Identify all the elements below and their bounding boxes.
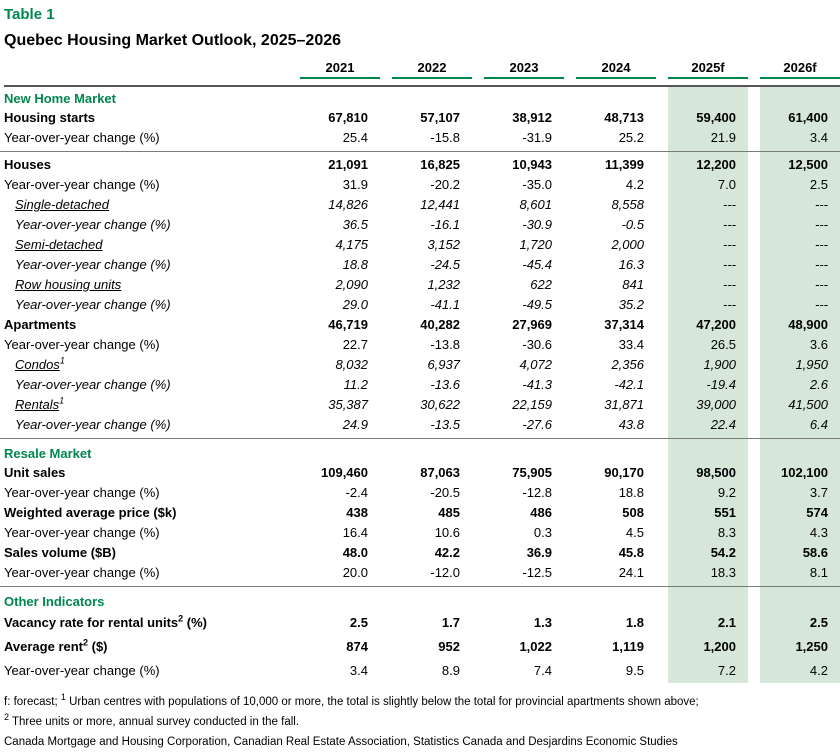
cell-value: 1,720 [519,237,552,252]
row-label [0,128,288,148]
cell-value: 25.4 [342,130,368,145]
column-header-row [4,59,840,81]
footnote-text: Urban centres with populations of 10,000 or more, the total is slightly below the total for provincial apartments shown above; [65,696,699,708]
cell-value: 21,091 [328,157,368,172]
cell-value: 1,119 [612,639,644,654]
table-row [0,108,840,128]
cell-value: 2,000 [611,237,644,252]
cell-value: 18.8 [342,257,368,272]
cell-value: 35.2 [618,297,644,312]
footnote-text: f: forecast; [4,696,61,708]
cell-value: --- [723,217,736,232]
table-header [0,0,840,87]
table-row [0,503,840,523]
cell-value: 12,441 [420,197,460,212]
cell-value: --- [723,237,736,252]
row-label [0,355,288,375]
cell-value: -49.5 [522,297,552,312]
footnote-reference: 1 [59,355,65,366]
cell-value: 11.2 [343,377,368,392]
cell-value: 98,500 [696,465,736,480]
cell-value: 841 [622,277,644,292]
cell-value: 46,719 [328,317,368,332]
cell-value: 18.3 [710,565,736,580]
cell-value: 24.1 [618,565,644,580]
footnote-line [4,712,840,732]
row-label-text: Condos [15,357,60,372]
row-label-text: Semi-detached [15,237,103,252]
row-label-text: Apartments [4,317,77,332]
table-row [0,215,840,235]
column-header-label: 2025f [668,59,748,79]
cell-value: 42.2 [434,545,460,560]
table-row [0,543,840,563]
row-label [0,415,288,435]
cell-value: 2.6 [809,377,828,392]
cell-value: 22.4 [710,417,736,432]
cell-value: 47,200 [696,317,736,332]
row-label-text: Year-over-year change (%) [4,337,160,352]
cell-value: 1,022 [519,639,552,654]
cell-value: -15.8 [430,130,460,145]
row-label-text: Housing starts [4,110,96,125]
cell-value: --- [815,277,828,292]
cell-value: 2.5 [349,615,368,630]
column-header-2024 [564,59,656,81]
cell-value: 8.3 [717,525,736,540]
cell-value: 8.1 [809,565,828,580]
row-label-text: Sales volume ($B) [4,545,116,560]
cell-value: 29.0 [342,297,368,312]
row-label-text: Year-over-year change (%) [4,663,160,678]
cell-value: -41.1 [430,297,460,312]
cell-value: 3.4 [349,663,368,678]
cell-value: 27,969 [512,317,552,332]
cell-value: 39,000 [696,397,736,412]
row-label [0,563,288,583]
cell-value: 33.4 [618,337,644,352]
cell-value: 4.5 [625,525,644,540]
footnote-marker: 2 [4,712,10,723]
cell-value: 40,282 [420,317,460,332]
row-label [0,611,288,635]
table-row [0,375,840,395]
table-row [0,335,840,355]
row-label [0,315,288,335]
cell-value: 1.7 [441,615,460,630]
cell-value: --- [815,237,828,252]
row-label-text: Year-over-year change (%) [4,130,160,145]
column-header-2021 [288,59,380,81]
column-header-label: 2021 [300,59,380,79]
cell-value: 4,175 [335,237,368,252]
column-header-2023 [472,59,564,81]
table-row [0,611,840,635]
row-label [0,463,288,483]
table-row [0,395,840,415]
cell-value: 3.7 [809,485,828,500]
cell-value: 486 [530,505,552,520]
cell-value: -30.9 [522,217,552,232]
row-label-suffix: (%) [183,615,207,630]
table-row [0,255,840,275]
row-label-text: Year-over-year change (%) [4,525,160,540]
table-row [0,483,840,503]
footnote-text: Canada Mortgage and Housing Corporation, Canadian Real Estate Association, Statistics Canada and Desjardins Economic Studies [4,736,678,748]
cell-value: 30,622 [420,397,460,412]
row-label [0,543,288,563]
table-row [0,155,840,175]
cell-value: 10.6 [434,525,460,540]
cell-value: 16.4 [342,525,368,540]
cell-value: 48,900 [788,317,828,332]
cell-value: 952 [438,639,460,654]
cell-value: 2.5 [809,615,828,630]
row-label [0,255,288,275]
column-header-label: 2024 [576,59,656,79]
table-row [0,355,840,375]
row-label [0,155,288,175]
cell-value: -12.5 [522,565,552,580]
row-label [0,295,288,315]
table-number-label: Table 1 [4,6,55,23]
row-label [0,215,288,235]
section-divider [0,151,840,152]
cell-value: 622 [530,277,552,292]
cell-value: 1,900 [703,357,736,372]
cell-value: 59,400 [696,110,736,125]
footnote-marker: 1 [60,692,66,703]
row-label [0,395,288,415]
cell-value: --- [723,297,736,312]
row-label-text: Year-over-year change (%) [15,377,171,392]
cell-value: 48,713 [604,110,644,125]
table-row [0,523,840,543]
cell-value: 2,356 [611,357,644,372]
footnotes [0,692,840,752]
table-row [0,295,840,315]
cell-value: 25.2 [618,130,644,145]
cell-value: 1,950 [795,357,828,372]
cell-value: 43.8 [618,417,644,432]
cell-value: 90,170 [604,465,644,480]
row-label-text: Houses [4,157,51,172]
cell-value: 2.5 [809,177,828,192]
table-row [0,315,840,335]
row-label [0,635,288,659]
cell-value: 61,400 [788,110,828,125]
row-label-text: Unit sales [4,465,66,480]
cell-value: -24.5 [430,257,460,272]
cell-value: -13.8 [430,337,460,352]
cell-value: 8,032 [335,357,368,372]
cell-value: 3.6 [809,337,828,352]
cell-value: 9.5 [625,663,644,678]
column-header-label: 2022 [392,59,472,79]
cell-value: 26.5 [710,337,736,352]
cell-value: -13.6 [430,377,460,392]
cell-value: 22.7 [342,337,368,352]
cell-value: -0.5 [621,217,644,232]
section-header: Resale Market [4,446,92,461]
row-label-text: Row housing units [15,277,122,292]
column-header-label: 2023 [484,59,564,79]
cell-value: 1.8 [625,615,644,630]
section-divider [0,438,840,439]
cell-value: -12.8 [522,485,552,500]
cell-value: -45.4 [522,257,552,272]
cell-value: --- [723,257,736,272]
row-label-text: Vacancy rate for rental units [4,615,179,630]
cell-value: -27.6 [522,417,552,432]
cell-value: -41.3 [522,377,552,392]
cell-value: 3.4 [809,130,828,145]
cell-value: 41,500 [788,397,828,412]
section-header: New Home Market [4,91,116,106]
row-label-text: Year-over-year change (%) [15,297,171,312]
cell-value: --- [723,277,736,292]
cell-value: 38,912 [512,110,552,125]
cell-value: -16.1 [430,217,460,232]
row-label-text: Weighted average price ($k) [4,505,177,520]
cell-value: 1.3 [533,615,552,630]
cell-value: 11,399 [604,157,644,172]
cell-value: 12,200 [696,157,736,172]
cell-value: 54.2 [710,545,736,560]
row-label [0,659,288,683]
cell-value: 9.2 [717,485,736,500]
cell-value: 7.2 [717,663,736,678]
cell-value: 8,558 [611,197,644,212]
cell-value: 574 [806,505,828,520]
cell-value: -19.4 [706,377,736,392]
table-row [0,463,840,483]
cell-value: 45.8 [618,545,644,560]
cell-value: 16.3 [618,257,644,272]
cell-value: -2.4 [345,485,368,500]
cell-value: 12,500 [788,157,828,172]
cell-value: 21.9 [710,130,736,145]
cell-value: 109,460 [321,465,368,480]
cell-value: 6,937 [427,357,460,372]
cell-value: 24.9 [342,417,368,432]
footnote-line [4,732,840,752]
section-header: Other Indicators [4,594,105,609]
cell-value: -42.1 [614,377,644,392]
cell-value: 1,250 [795,639,828,654]
table-row [0,195,840,215]
cell-value: 2,090 [335,277,368,292]
table-row [0,235,840,255]
cell-value: -12.0 [430,565,460,580]
cell-value: 2.1 [717,615,736,630]
cell-value: --- [723,197,736,212]
column-header-2022 [380,59,472,81]
cell-value: 4.3 [809,525,828,540]
cell-value: 8,601 [519,197,552,212]
cell-value: 7.0 [717,177,736,192]
row-label [0,503,288,523]
footnote-text: Three units or more, annual survey conducted in the fall. [9,716,300,728]
row-label [0,275,288,295]
cell-value: 37,314 [604,317,644,332]
cell-value: 36.5 [342,217,368,232]
cell-value: 4.2 [809,663,828,678]
cell-value: 18.8 [618,485,644,500]
cell-value: 8.9 [441,663,460,678]
cell-value: 102,100 [781,465,828,480]
column-header-spacer [4,59,288,81]
cell-value: 3,152 [427,237,460,252]
cell-value: -20.2 [430,177,460,192]
row-label-text: Year-over-year change (%) [4,565,160,580]
cell-value: 75,905 [512,465,552,480]
row-label [0,195,288,215]
table-row [0,275,840,295]
footnote-reference: 2 [83,637,89,648]
table-row [0,415,840,435]
cell-value: 20.0 [342,565,368,580]
row-label [0,375,288,395]
cell-value: 0.3 [533,525,552,540]
table-row [0,563,840,583]
table-row [0,635,840,659]
footnote-line [4,692,840,712]
cell-value: 31.9 [342,177,368,192]
cell-value: 438 [346,505,368,520]
column-header-2026f [748,59,840,81]
row-label [0,235,288,255]
row-label-text: Year-over-year change (%) [4,485,160,500]
cell-value: 10,943 [512,157,552,172]
column-header-label: 2026f [760,59,840,79]
row-label-text: Average rent [4,639,83,654]
cell-value: 48.0 [342,545,368,560]
table-row [0,659,840,683]
cell-value: --- [815,217,828,232]
row-label [0,108,288,128]
cell-value: 508 [622,505,644,520]
column-header-2025f [656,59,748,81]
cell-value: 14,826 [328,197,368,212]
row-label-text: Rentals [15,397,60,412]
cell-value: 57,107 [420,110,460,125]
row-label-text: Year-over-year change (%) [15,217,171,232]
footnote-reference: 2 [178,613,184,624]
row-label-text: Year-over-year change (%) [15,257,171,272]
cell-value: 16,825 [420,157,460,172]
cell-value: 485 [438,505,460,520]
row-label [0,523,288,543]
cell-value: 35,387 [328,397,368,412]
cell-value: 7.4 [533,663,552,678]
cell-value: -31.9 [522,130,552,145]
cell-value: 1,232 [427,277,460,292]
cell-value: -30.6 [522,337,552,352]
row-label [0,175,288,195]
cell-value: --- [815,197,828,212]
cell-value: 4,072 [519,357,552,372]
footnote-reference: 1 [59,395,65,406]
cell-value: 6.4 [809,417,828,432]
cell-value: 4.2 [625,177,644,192]
cell-value: -35.0 [522,177,552,192]
row-label [0,483,288,503]
cell-value: --- [815,297,828,312]
row-label [0,335,288,355]
cell-value: 1,200 [703,639,736,654]
table-title: Quebec Housing Market Outlook, 2025–2026 [4,32,342,49]
cell-value: 67,810 [328,110,368,125]
cell-value: 874 [346,639,368,654]
cell-value: 87,063 [420,465,460,480]
row-label-text: Year-over-year change (%) [15,417,171,432]
cell-value: 58.6 [802,545,828,560]
cell-value: -20.5 [430,485,460,500]
row-label-text: Single-detached [15,197,109,212]
table-row [0,175,840,195]
table-row [0,128,840,148]
cell-value: 22,159 [512,397,552,412]
section-divider [0,586,840,587]
row-label-suffix: ($) [88,639,108,654]
cell-value: --- [815,257,828,272]
cell-value: -13.5 [430,417,460,432]
cell-value: 36.9 [526,545,552,560]
cell-value: 551 [714,505,736,520]
cell-value: 31,871 [604,397,644,412]
row-label-text: Year-over-year change (%) [4,177,160,192]
table-body [0,87,840,683]
